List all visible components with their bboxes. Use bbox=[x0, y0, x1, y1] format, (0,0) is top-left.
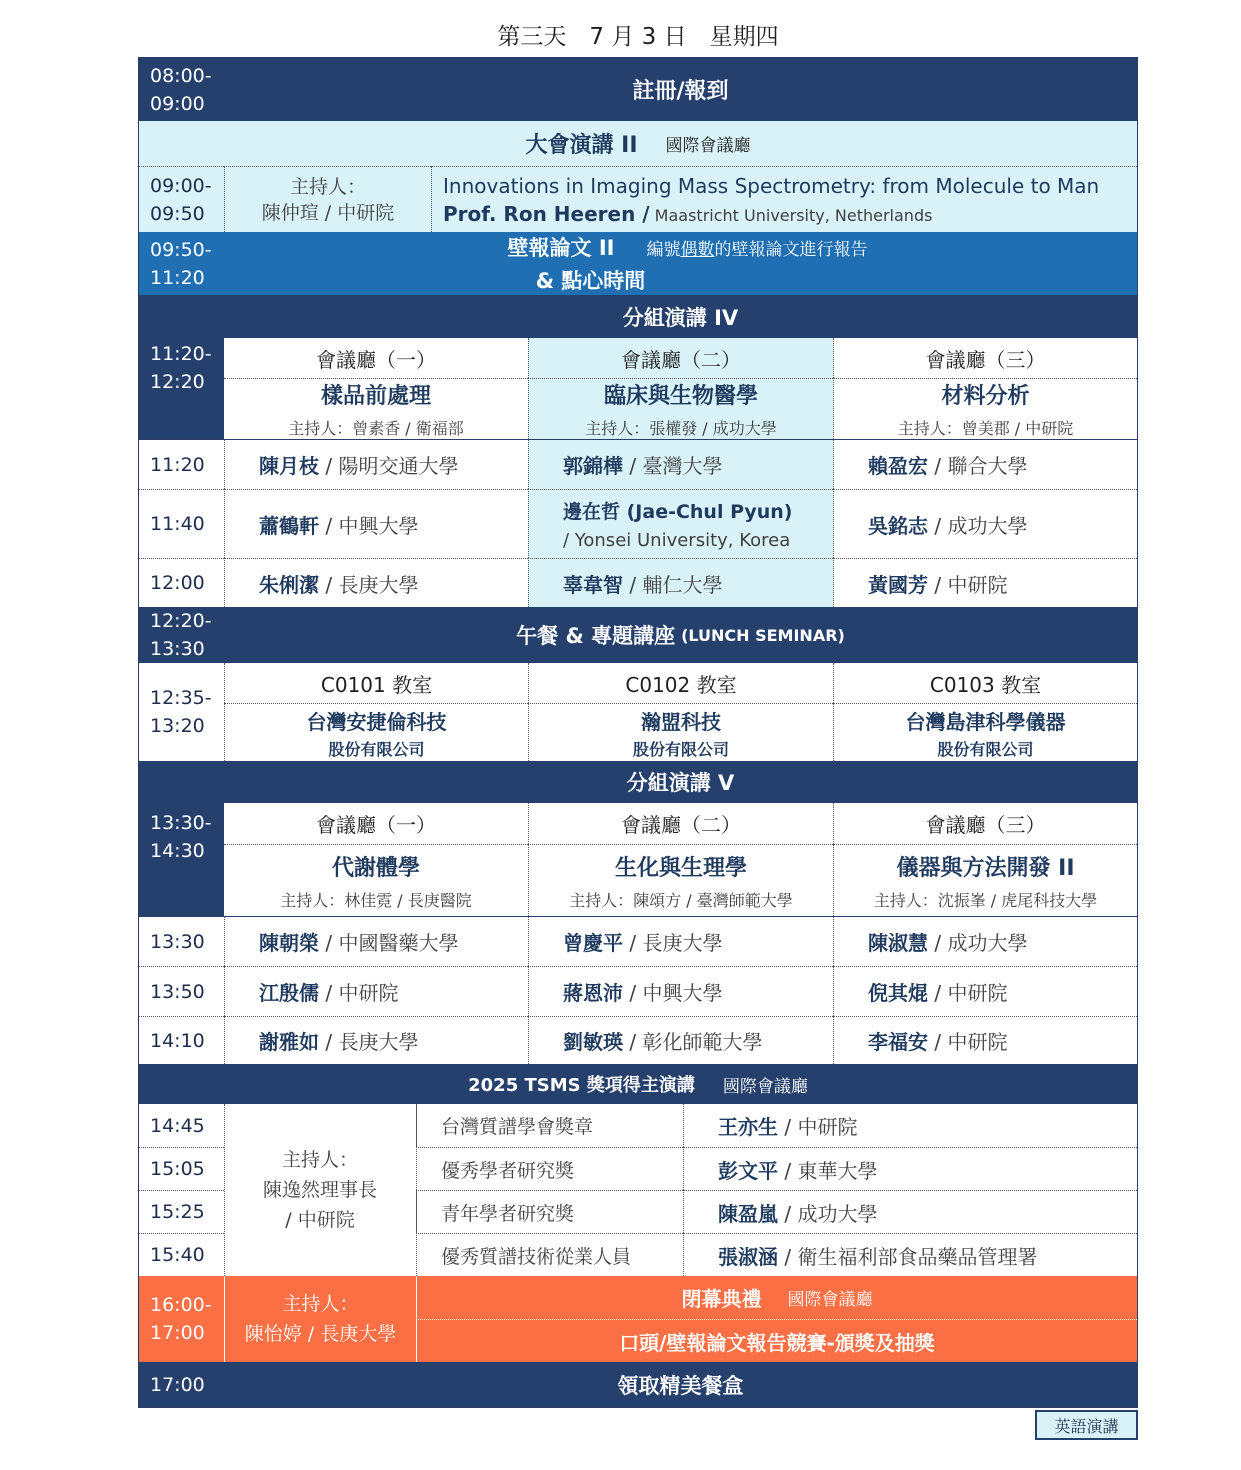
speaker-cell bbox=[833, 966, 1137, 1016]
topic-cell bbox=[833, 378, 1137, 439]
awards-title: 2025 TSMS 獎項得主演講 bbox=[468, 1075, 695, 1096]
closing-venue: 國際會議廳 bbox=[787, 1290, 873, 1310]
sponsor-cell bbox=[224, 703, 528, 761]
room-label: C0103 教室 bbox=[833, 663, 1137, 703]
speaker-name: 吳銘志 bbox=[868, 513, 928, 538]
sponsor-name: 瀚盟科技 bbox=[641, 709, 721, 734]
lunch-title: 午餐 & 專題講座 bbox=[516, 624, 676, 648]
poster-snack: & 點心時間 bbox=[535, 269, 646, 293]
plenary-talk bbox=[431, 166, 1137, 232]
speaker-name: 曾慶平 bbox=[563, 931, 623, 955]
time-cell: 16:00- 17:00 bbox=[139, 1276, 224, 1362]
time-cell: 14:10 bbox=[139, 1016, 224, 1064]
speaker-cell bbox=[528, 558, 833, 607]
speaker-cell bbox=[224, 966, 528, 1016]
plenary-venue: 國際會議廳 bbox=[665, 136, 751, 156]
winner-name: 彭文平 bbox=[718, 1158, 778, 1183]
legend-english-talk: 英語演講 bbox=[1035, 1410, 1138, 1440]
speaker-affiliation: / 輔仁大學 bbox=[623, 572, 723, 597]
time-cell: 15:05 bbox=[139, 1147, 224, 1190]
time-cell: 11:40 bbox=[139, 489, 224, 558]
time-cell: 09:00- 09:50 bbox=[139, 166, 224, 232]
speaker-name: 劉敏瑛 bbox=[563, 1030, 623, 1054]
topic-chair: 主持人：曾素香 / 衛福部 bbox=[288, 419, 464, 438]
topic-title: 代謝體學 bbox=[331, 855, 420, 881]
speaker-name: 倪其焜 bbox=[868, 981, 928, 1005]
note-emphasis: 偶數 bbox=[680, 240, 715, 260]
lunch-subtitle: (LUNCH SEMINAR) bbox=[681, 625, 845, 645]
sponsor-company: 股份有限公司 bbox=[632, 739, 729, 759]
speaker-cell bbox=[224, 558, 528, 607]
speaker-affiliation: / 成功大學 bbox=[928, 513, 1028, 538]
poster-block bbox=[224, 232, 1137, 295]
lunch-header bbox=[224, 607, 1137, 663]
time-cell: 11:20- 12:20 bbox=[139, 295, 224, 439]
room-label: C0102 教室 bbox=[528, 663, 833, 703]
session4-title: 分組演講 IV bbox=[224, 295, 1137, 338]
topic-chair: 主持人：林佳霓 / 長庚醫院 bbox=[280, 890, 472, 910]
speaker-affiliation: / Yonsei University, Korea bbox=[563, 530, 791, 551]
winner-affiliation: / 成功大學 bbox=[778, 1201, 878, 1226]
talk-title: Innovations in Imaging Mass Spectrometry: from Molecule to Man bbox=[443, 173, 1100, 198]
plenary-title: 大會演講 II bbox=[525, 133, 638, 158]
page-title: 第三天 7 月 3 日 星期四 bbox=[497, 24, 779, 50]
time-cell: 13:30 bbox=[139, 916, 224, 966]
speaker-name: 謝雅如 bbox=[259, 1030, 319, 1054]
poster-title: 壁報論文 II bbox=[507, 236, 615, 260]
speaker-cell bbox=[224, 916, 528, 966]
topic-title: 臨床與生物醫學 bbox=[603, 384, 758, 409]
hall-header: 會議廳（二） bbox=[528, 338, 833, 378]
closing-chair: 主持人： 陳怡婷 / 長庚大學 bbox=[224, 1276, 416, 1362]
speaker-affiliation: / 中研院 bbox=[928, 981, 1008, 1005]
speaker-affiliation: / 長庚大學 bbox=[319, 572, 419, 597]
speaker-cell bbox=[528, 489, 833, 558]
time-cell: 13:50 bbox=[139, 966, 224, 1016]
closing-awards: 口頭/壁報論文報告競賽-頒獎及抽獎 bbox=[416, 1319, 1137, 1362]
speaker-name: 李福安 bbox=[868, 1030, 928, 1054]
topic-chair: 主持人：陳頌方 / 臺灣師範大學 bbox=[569, 890, 793, 910]
speaker-affiliation: / 成功大學 bbox=[928, 931, 1028, 955]
award-name: 台灣質譜學會獎章 bbox=[416, 1104, 683, 1147]
speaker-cell bbox=[833, 558, 1137, 607]
hall-header: 會議廳（二） bbox=[528, 803, 833, 844]
meal-box-label: 領取精美餐盒 bbox=[224, 1362, 1137, 1407]
speaker-name: 朱俐潔 bbox=[259, 572, 319, 597]
speaker-name: 賴盈宏 bbox=[868, 454, 928, 478]
speaker-affiliation: / 長庚大學 bbox=[623, 931, 723, 955]
speaker-cell bbox=[224, 1016, 528, 1064]
topic-title: 儀器與方法開發 II bbox=[896, 855, 1075, 881]
awards-header bbox=[139, 1064, 1137, 1104]
time-cell: 12:35- 13:20 bbox=[139, 663, 224, 761]
award-winner bbox=[683, 1190, 1137, 1233]
speaker-name: 辜韋智 bbox=[563, 572, 623, 597]
topic-chair: 主持人：曾美郡 / 中研院 bbox=[897, 419, 1074, 438]
speaker-cell bbox=[528, 439, 833, 489]
hall-header: 會議廳（一） bbox=[224, 803, 528, 844]
time-cell: 15:25 bbox=[139, 1190, 224, 1233]
speaker-cell bbox=[528, 966, 833, 1016]
speaker-name: 江殷儒 bbox=[259, 981, 319, 1005]
time-cell: 12:20- 13:30 bbox=[139, 607, 224, 663]
speaker-affiliation: / 中研院 bbox=[319, 981, 399, 1005]
speaker-cell bbox=[833, 439, 1137, 489]
award-winner bbox=[683, 1147, 1137, 1190]
speaker-name: 黃國芳 bbox=[868, 572, 928, 597]
speaker-cell bbox=[528, 916, 833, 966]
speaker-affiliation: / 中興大學 bbox=[623, 981, 723, 1005]
speaker-name-text: 邊在哲 (Jae-Chul Pyun) bbox=[563, 501, 793, 523]
speaker-cell bbox=[224, 439, 528, 489]
note-text: 編號 bbox=[646, 240, 681, 260]
speaker-cell bbox=[833, 916, 1137, 966]
winner-name: 王亦生 bbox=[718, 1115, 778, 1139]
sponsor-cell bbox=[833, 703, 1137, 761]
speaker-affiliation: / 中研院 bbox=[928, 572, 1008, 597]
speaker-name: 陳淑慧 bbox=[868, 931, 928, 955]
time-cell: 14:45 bbox=[139, 1104, 224, 1147]
winner-name: 張淑涵 bbox=[718, 1244, 778, 1269]
time-cell: 13:30- 14:30 bbox=[139, 761, 224, 916]
award-winner bbox=[683, 1104, 1137, 1147]
topic-cell bbox=[833, 844, 1137, 916]
hall-header: 會議廳（三） bbox=[833, 338, 1137, 378]
plenary-header bbox=[139, 121, 1137, 166]
award-name: 優秀質譜技術從業人員 bbox=[416, 1233, 683, 1276]
speaker-name: 陳朝榮 bbox=[259, 931, 319, 955]
plenary-speaker: Prof. Ron Heeren / bbox=[443, 201, 650, 226]
award-winner bbox=[683, 1233, 1137, 1276]
speaker-name bbox=[563, 497, 833, 524]
time-cell: 11:20 bbox=[139, 439, 224, 489]
awards-venue: 國際會議廳 bbox=[722, 1076, 808, 1097]
topic-cell bbox=[224, 844, 528, 916]
time-cell: 08:00- 09:00 bbox=[139, 58, 224, 121]
speaker-cell bbox=[224, 489, 528, 558]
time-cell: 12:00 bbox=[139, 558, 224, 607]
winner-affiliation: / 中研院 bbox=[778, 1115, 858, 1139]
session5-title: 分組演講 V bbox=[224, 761, 1137, 803]
winner-affiliation: / 東華大學 bbox=[778, 1158, 878, 1183]
speaker-affiliation: / 臺灣大學 bbox=[623, 454, 723, 478]
sponsor-company: 股份有限公司 bbox=[937, 739, 1034, 759]
topic-title: 生化與生理學 bbox=[614, 855, 747, 881]
hall-header: 會議廳（三） bbox=[833, 803, 1137, 844]
speaker-affiliation: / 長庚大學 bbox=[319, 1030, 419, 1054]
speaker-affiliation: / 中興大學 bbox=[319, 513, 419, 538]
column-divider bbox=[416, 1104, 417, 1276]
sponsor-name: 台灣島津科學儀器 bbox=[905, 709, 1066, 734]
speaker-name: 陳月枝 bbox=[259, 454, 319, 478]
award-name: 優秀學者研究獎 bbox=[416, 1147, 683, 1190]
speaker-name: 蕭鶴軒 bbox=[259, 513, 319, 538]
awards-chair: 主持人： 陳逸然理事長 / 中研院 bbox=[224, 1104, 416, 1276]
schedule-table bbox=[138, 57, 1138, 1408]
plenary-chair: 主持人： 陳仲瑄 / 中研院 bbox=[224, 166, 431, 232]
award-name: 青年學者研究獎 bbox=[416, 1190, 683, 1233]
sponsor-name: 台灣安捷倫科技 bbox=[306, 709, 447, 734]
registration-label: 註冊/報到 bbox=[224, 58, 1137, 121]
speaker-affiliation: / 中研院 bbox=[928, 1030, 1008, 1054]
sponsor-company: 股份有限公司 bbox=[328, 739, 425, 759]
topic-title: 材料分析 bbox=[941, 384, 1030, 409]
topic-chair: 主持人：沈振峯 / 虎尾科技大學 bbox=[873, 890, 1098, 910]
time-cell: 15:40 bbox=[139, 1233, 224, 1276]
closing-title: 閉幕典禮 bbox=[681, 1287, 762, 1311]
speaker-name: 蔣恩沛 bbox=[563, 981, 623, 1005]
speaker-cell bbox=[528, 1016, 833, 1064]
speaker-affiliation: / 陽明交通大學 bbox=[319, 454, 459, 478]
winner-affiliation: / 衛生福利部食品藥品管理署 bbox=[778, 1244, 1038, 1269]
hall-header: 會議廳（一） bbox=[224, 338, 528, 378]
topic-chair: 主持人：張權發 / 成功大學 bbox=[585, 419, 777, 438]
note-text: 的壁報論文進行報告 bbox=[714, 240, 868, 260]
winner-name: 陳盈嵐 bbox=[718, 1201, 778, 1226]
speaker-affiliation: / 中國醫藥大學 bbox=[319, 931, 459, 955]
closing-header bbox=[416, 1276, 1137, 1319]
topic-cell bbox=[528, 844, 833, 916]
time-cell: 17:00 bbox=[139, 1362, 224, 1407]
speaker-affiliation: / 聯合大學 bbox=[928, 454, 1028, 478]
poster-note bbox=[646, 235, 867, 260]
sponsor-cell bbox=[528, 703, 833, 761]
column-divider bbox=[224, 1104, 225, 1276]
speaker-cell bbox=[833, 489, 1137, 558]
speaker-cell bbox=[833, 1016, 1137, 1064]
plenary-affiliation: Maastricht University, Netherlands bbox=[654, 205, 933, 225]
speaker-affiliation: / 彰化師範大學 bbox=[623, 1030, 763, 1054]
time-cell: 09:50- 11:20 bbox=[139, 232, 224, 295]
topic-cell bbox=[224, 378, 528, 439]
topic-cell bbox=[528, 378, 833, 439]
speaker-name: 郭錦樺 bbox=[563, 454, 623, 478]
room-label: C0101 教室 bbox=[224, 663, 528, 703]
topic-title: 樣品前處理 bbox=[320, 384, 431, 409]
